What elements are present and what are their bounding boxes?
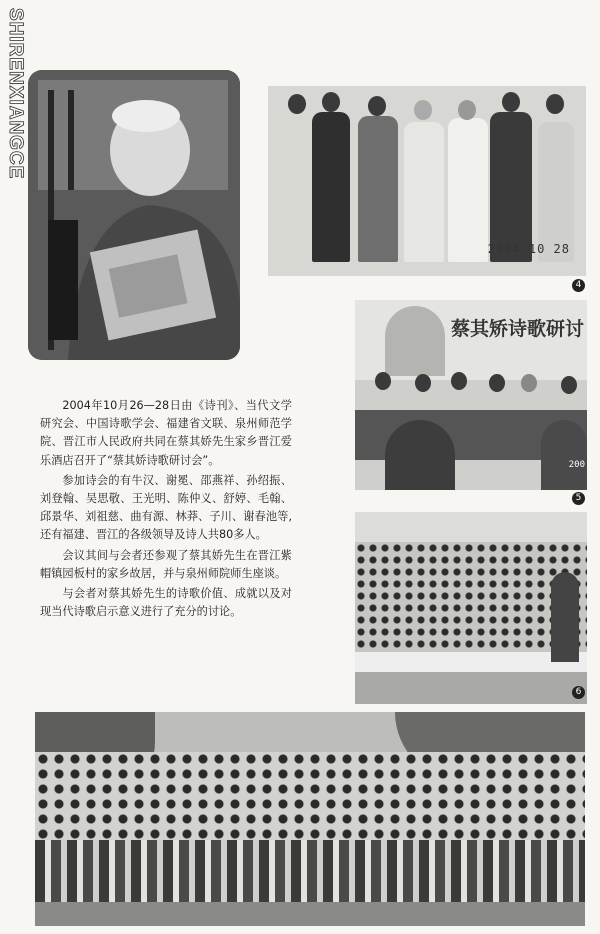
photo-number-5: 5	[572, 492, 585, 505]
photo-number-4: 4	[572, 279, 585, 292]
photo-audience-hall	[355, 512, 587, 704]
photo-large-group	[35, 712, 585, 926]
article-paragraph-4: 与会者对蔡其娇先生的诗歌价值、成就以及对现当代诗歌启示意义进行了充分的讨论。	[40, 587, 292, 619]
article-paragraph-3: 会议其间与会者还参观了蔡其娇先生在晋江紫帽镇园板村的家乡故居，并与泉州师院师生座谈。	[40, 548, 292, 580]
conference-banner: 蔡其矫诗歌研讨	[451, 318, 585, 340]
article-paragraph-2: 参加诗会的有牛汉、谢冕、邵燕祥、孙绍振、刘登翰、吴思敬、王光明、陈仲义、舒婷、毛翰、邱景华、刘祖慈、曲有源、林莽、子川、谢春池等,还有福建、晋江的各级领导及诗人共80多人。	[40, 473, 292, 542]
corner-date-mark: 200	[568, 460, 585, 470]
photo-number-6: 6	[572, 686, 585, 699]
article-paragraph-1: 2004年10月26—28日由《诗刊》、当代文学研究会、中国诗歌学会、福建省文联、泉州师范学院、晋江市人民政府共同在蔡其娇先生家乡晋江爱乐酒店召开了“蔡其娇诗歌研讨会”。	[40, 399, 292, 467]
photo-symposium-stage	[355, 300, 587, 490]
portrait-illustration	[28, 70, 240, 360]
date-stamp: 2004 10 28	[487, 242, 570, 256]
section-vertical-label: SHIRENXIANGCE	[5, 8, 26, 180]
article-body	[40, 397, 292, 621]
portrait-photo	[28, 70, 240, 360]
photo-group-standing	[268, 86, 586, 276]
